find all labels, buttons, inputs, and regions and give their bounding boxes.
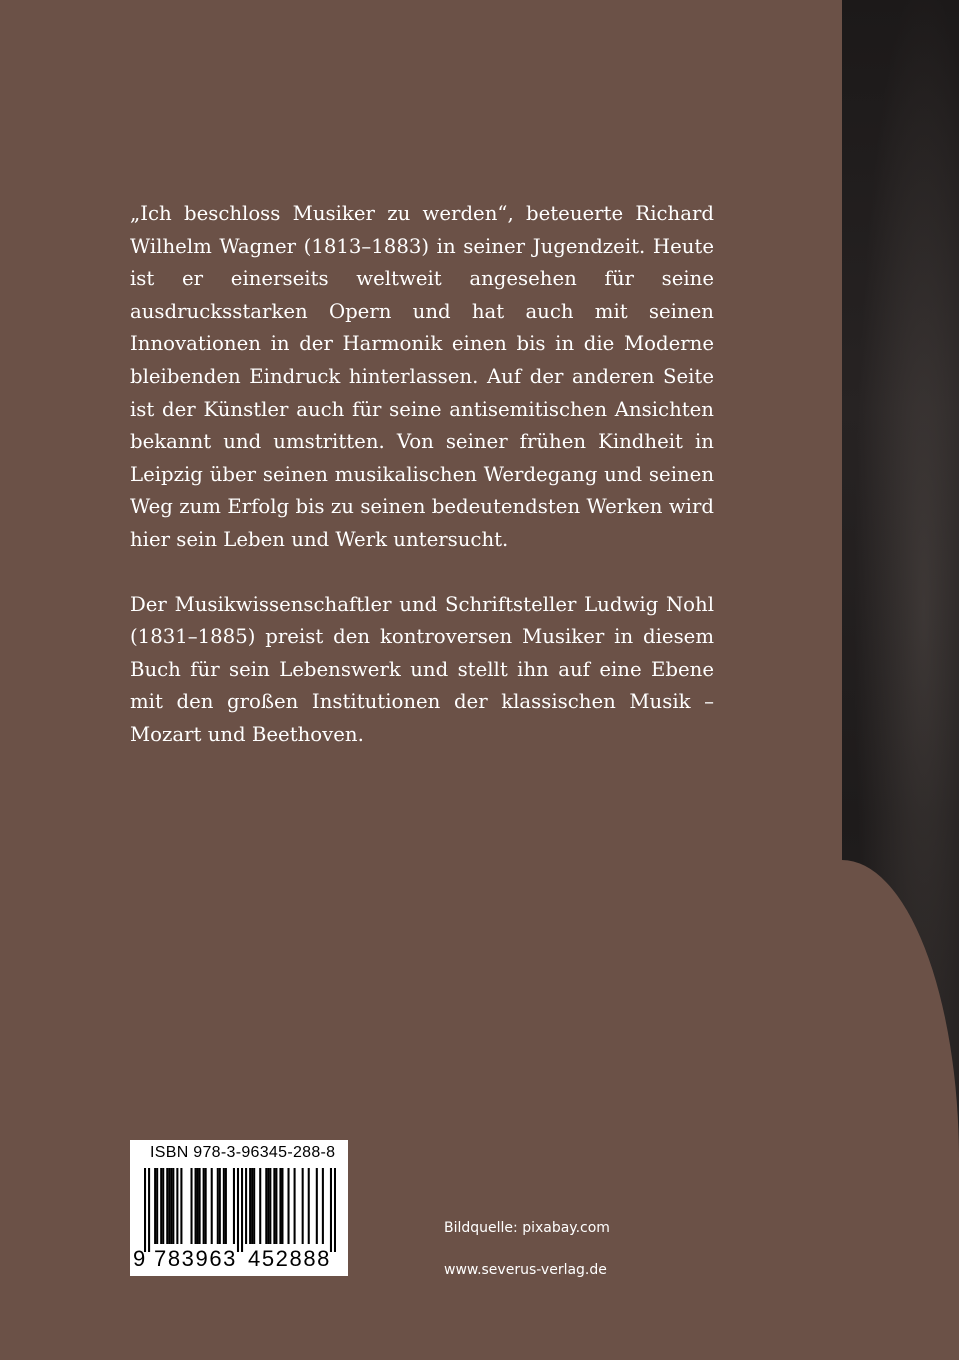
barcode-bar bbox=[156, 1168, 158, 1244]
barcode-bar bbox=[190, 1168, 192, 1244]
barcode-bar bbox=[233, 1168, 235, 1244]
barcode-bar bbox=[265, 1168, 267, 1244]
barcode-bar bbox=[279, 1168, 281, 1244]
image-source-credit: Bildquelle: pixabay.com bbox=[444, 1220, 610, 1236]
barcode-bar bbox=[223, 1168, 225, 1244]
barcode-bar bbox=[172, 1168, 174, 1244]
barcode-bar bbox=[253, 1168, 255, 1244]
barcode-bar bbox=[287, 1168, 289, 1244]
barcode-bar bbox=[170, 1168, 172, 1244]
barcode-bars bbox=[144, 1168, 336, 1252]
barcode-bar bbox=[162, 1168, 164, 1244]
barcode-bar bbox=[176, 1168, 178, 1244]
barcode-bar bbox=[217, 1168, 219, 1244]
barcode-bar bbox=[199, 1168, 201, 1244]
barcode-digits-right: 452888 bbox=[248, 1246, 332, 1271]
barcode-bar bbox=[241, 1168, 243, 1252]
barcode-bar bbox=[225, 1168, 227, 1244]
barcode-bar bbox=[168, 1168, 170, 1244]
barcode-bar bbox=[302, 1168, 304, 1244]
barcode-bar bbox=[269, 1168, 271, 1244]
barcode-bar bbox=[308, 1168, 310, 1244]
blurb-text bbox=[130, 198, 714, 752]
blurb-paragraph-2: Der Musikwissenschaftler und Schriftsteller Ludwig Nohl (1831–1885) preist den kontroversen Musiker in diesem Buch für sein Lebenswerk und stellt ihn auf eine Ebene mit den großen Institutionen der klassischen Musik – Mozart und Beethoven. bbox=[130, 592, 714, 746]
barcode-bar bbox=[197, 1168, 199, 1244]
barcode-bar bbox=[330, 1168, 332, 1252]
publisher-website: www.severus-verlag.de bbox=[444, 1262, 607, 1278]
barcode-bar bbox=[160, 1168, 162, 1244]
barcode-bar bbox=[154, 1168, 156, 1244]
isbn-barcode bbox=[130, 1140, 348, 1276]
barcode-bar bbox=[322, 1168, 324, 1244]
barcode-bar bbox=[211, 1168, 213, 1244]
barcode-bar bbox=[180, 1168, 182, 1244]
barcode-bar bbox=[334, 1168, 336, 1252]
barcode-bar bbox=[273, 1168, 275, 1244]
barcode-bar bbox=[251, 1168, 253, 1244]
isbn-label: ISBN 978-3-96345-288-8 bbox=[150, 1144, 336, 1161]
barcode-bar bbox=[148, 1168, 150, 1252]
barcode-bar bbox=[281, 1168, 283, 1244]
cover-photo-strip bbox=[842, 0, 959, 1360]
blurb-paragraph-1: „Ich beschloss Musiker zu werden“, beteuerte Richard Wilhelm Wagner (1813–1883) in seiner Jugendzeit. Heute ist er einerseits weltweit angesehen für seine ausdrucksstarken Opern und hat auch mit seinen Innovationen in der Harmonik einen bis in die Moderne bleibenden Eindruck hinterlassen. Auf der anderen Seite ist der Künstler auch für seine antisemitischen Ansichten bekannt und umstritten. Von seiner frühen Kindheit in Leipzig über seinen musikalischen Werdegang und seinen Weg zum Erfolg bis zu seinen bedeutendsten Werken wird hier sein Leben und Werk untersucht. bbox=[130, 202, 714, 551]
barcode-bar bbox=[144, 1168, 146, 1252]
barcode-bar bbox=[195, 1168, 197, 1244]
barcode-bar bbox=[259, 1168, 261, 1244]
barcode-bar bbox=[237, 1168, 239, 1252]
barcode-bar bbox=[205, 1168, 207, 1244]
barcode-bar bbox=[316, 1168, 318, 1244]
barcode-digits-left: 783963 bbox=[154, 1246, 238, 1271]
barcode-bar bbox=[219, 1168, 221, 1244]
barcode-bar bbox=[267, 1168, 269, 1244]
barcode-bar bbox=[275, 1168, 277, 1244]
barcode-bar bbox=[203, 1168, 205, 1244]
barcode-bar bbox=[249, 1168, 251, 1244]
barcode-bar bbox=[245, 1168, 247, 1244]
barcode-bar bbox=[166, 1168, 168, 1244]
barcode-bar bbox=[294, 1168, 296, 1244]
barcode-digit-first: 9 bbox=[133, 1246, 146, 1271]
